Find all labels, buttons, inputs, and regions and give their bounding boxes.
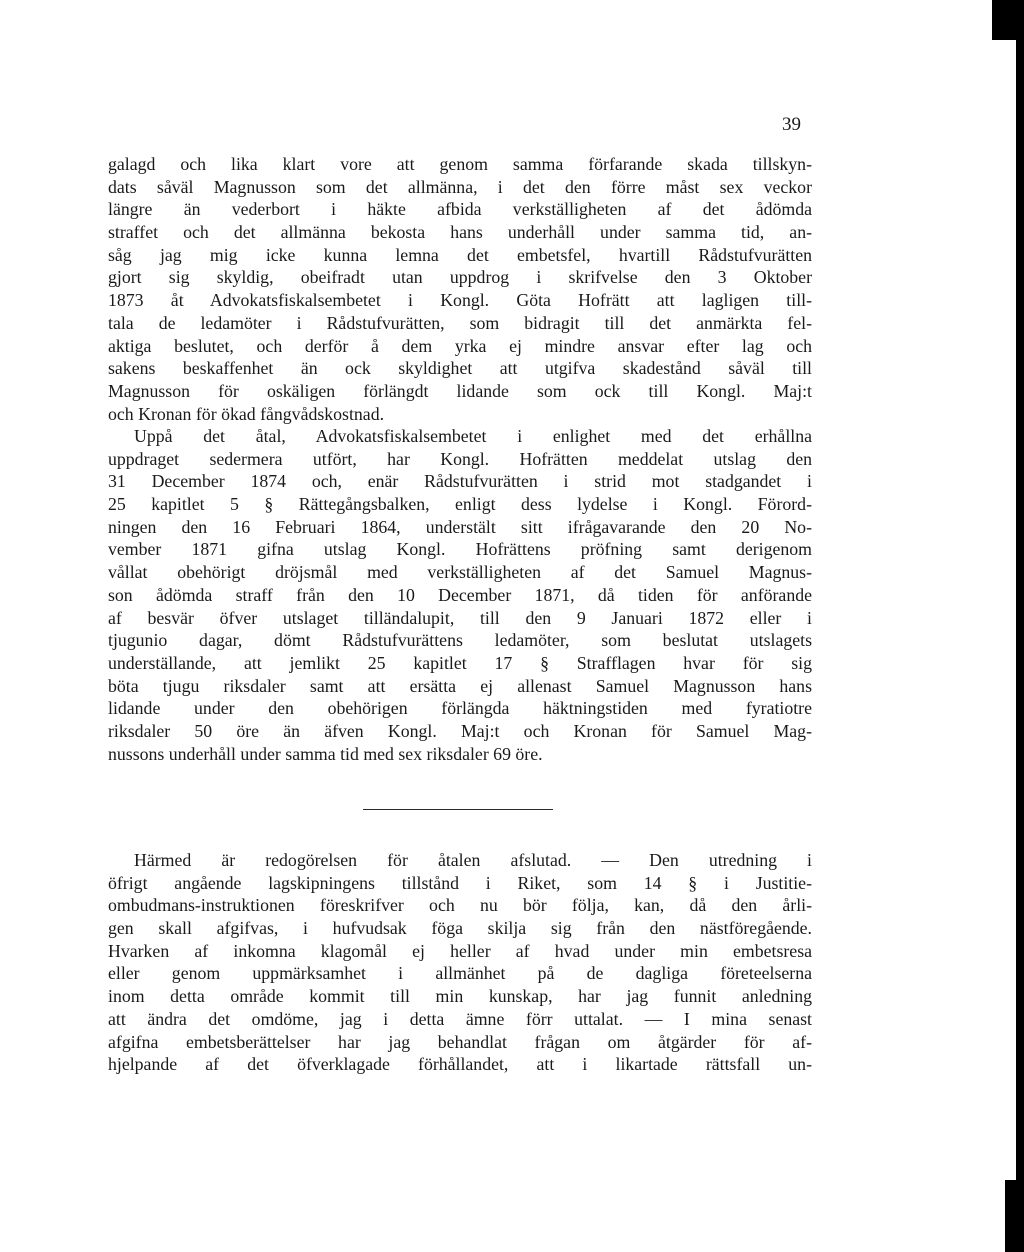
text-line: inom detta område kommit till min kunskap, har jag funnit anledning (108, 986, 812, 1007)
text-line: Hvarken af inkomna klagomål ej heller af hvad under min embetsresa (108, 940, 812, 961)
text-line: ningen den 16 Februari 1864, understält sitt ifrågavarande den 20 No- (108, 516, 812, 537)
text-line: lidande under den obehörigen förlängda häktningstiden med fyratiotre (108, 698, 812, 719)
paragraph-1 (108, 153, 812, 425)
text-line: gjort sig skyldig, obeifradt utan uppdrog i skrifvelse den 3 Oktober (108, 267, 812, 288)
text-line: 25 kapitlet 5 § Rättegångsbalken, enligt dess lydelse i Kongl. Förord- (108, 494, 812, 515)
text-line: gen skall afgifvas, i hufvudsak föga skilja sig från den nästföregående. (108, 918, 812, 939)
text-line: Magnusson för oskäligen förlängdt lidande som ock till Kongl. Maj:t (108, 380, 812, 401)
text-line: dats såväl Magnusson som det allmänna, i det den förre måst sex veckor (108, 176, 812, 197)
text-line: hjelpande af det öfverklagade förhållandet, att i likartade rättsfall un- (108, 1054, 812, 1075)
page-number: 39 (782, 114, 801, 135)
text-line: straffet och det allmänna bekosta hans underhåll under samma tid, an- (108, 222, 812, 243)
paragraph-2 (108, 425, 812, 765)
text-line: ombudmans-instruktionen föreskrifver och nu bör följa, kan, då den årli- (108, 895, 812, 916)
scan-border-bottom (1005, 1180, 1024, 1252)
text-line: eller genom uppmärksamhet i allmänhet på de dagliga företeelserna (108, 963, 812, 984)
text-line: öfrigt angående lagskipningens tillstånd i Riket, som 14 § i Justitie- (108, 872, 812, 893)
text-line: tala de ledamöter i Rådstufvurätten, som bidragit till det anmärkta fel- (108, 312, 812, 333)
text-line: nussons underhåll under samma tid med sex riksdaler 69 öre. (108, 743, 543, 764)
text-line: vember 1871 gifna utslag Kongl. Hofrättens pröfning samt derigenom (108, 539, 812, 560)
text-line: vållat obehörigt dröjsmål med verkställigheten af det Samuel Magnus- (108, 562, 812, 583)
text-line: Härmed är redogörelsen för åtalen afslutad. — Den utredning i (134, 850, 812, 870)
text-line: af besvär öfver utslaget tilländalupit, till den 9 Januari 1872 eller i (108, 607, 812, 628)
text-line: och Kronan för ökad fångvådskostnad. (108, 403, 385, 424)
text-line: såg jag mig icke kunna lemna det embetsfel, hvartill Rådstufvurätten (108, 244, 812, 265)
scan-border-right (1016, 0, 1024, 1252)
text-line: son ådömda straff från den 10 December 1871, då tiden för anförande (108, 584, 812, 605)
text-line: sakens beskaffenhet än ock skyldighet att utgifva skadestånd såväl till (108, 358, 812, 379)
text-line: böta tjugu riksdaler samt att ersätta ej allenast Samuel Magnusson hans (108, 675, 812, 696)
text-line: underställande, att jemlikt 25 kapitlet 17 § Strafflagen hvar för sig (108, 652, 812, 673)
text-line: galagd och lika klart vore att genom samma förfarande skada tillskyn- (108, 154, 812, 174)
text-line: att ändra det omdöme, jag i detta ämne förr uttalat. — I mina senast (108, 1008, 812, 1029)
paragraph-3 (108, 849, 812, 1076)
text-line: tjugunio dagar, dömt Rådstufvurättens ledamöter, som beslutat utslagets (108, 630, 812, 651)
section-divider (363, 809, 553, 810)
text-line: 1873 åt Advokatsfiskalsembetet i Kongl. Göta Hofrätt att lagligen till- (108, 290, 812, 311)
text-line: längre än vederbort i häkte afbida verkställigheten af det ådömda (108, 199, 812, 220)
text-line: Uppå det åtal, Advokatsfiskalsembetet i enlighet med det erhållna (134, 426, 812, 446)
text-line: 31 December 1874 och, enär Rådstufvurätten i strid mot stadgandet i (108, 471, 812, 492)
text-line: afgifna embetsberättelser har jag behandlat frågan om åtgärder för af- (108, 1031, 812, 1052)
text-line: riksdaler 50 öre än äfven Kongl. Maj:t och Kronan för Samuel Mag- (108, 720, 812, 741)
text-line: aktiga beslutet, och derför å dem yrka ej mindre ansvar efter lag och (108, 335, 812, 356)
text-line: uppdraget sedermera utfört, har Kongl. Hofrätten meddelat utslag den (108, 448, 812, 469)
